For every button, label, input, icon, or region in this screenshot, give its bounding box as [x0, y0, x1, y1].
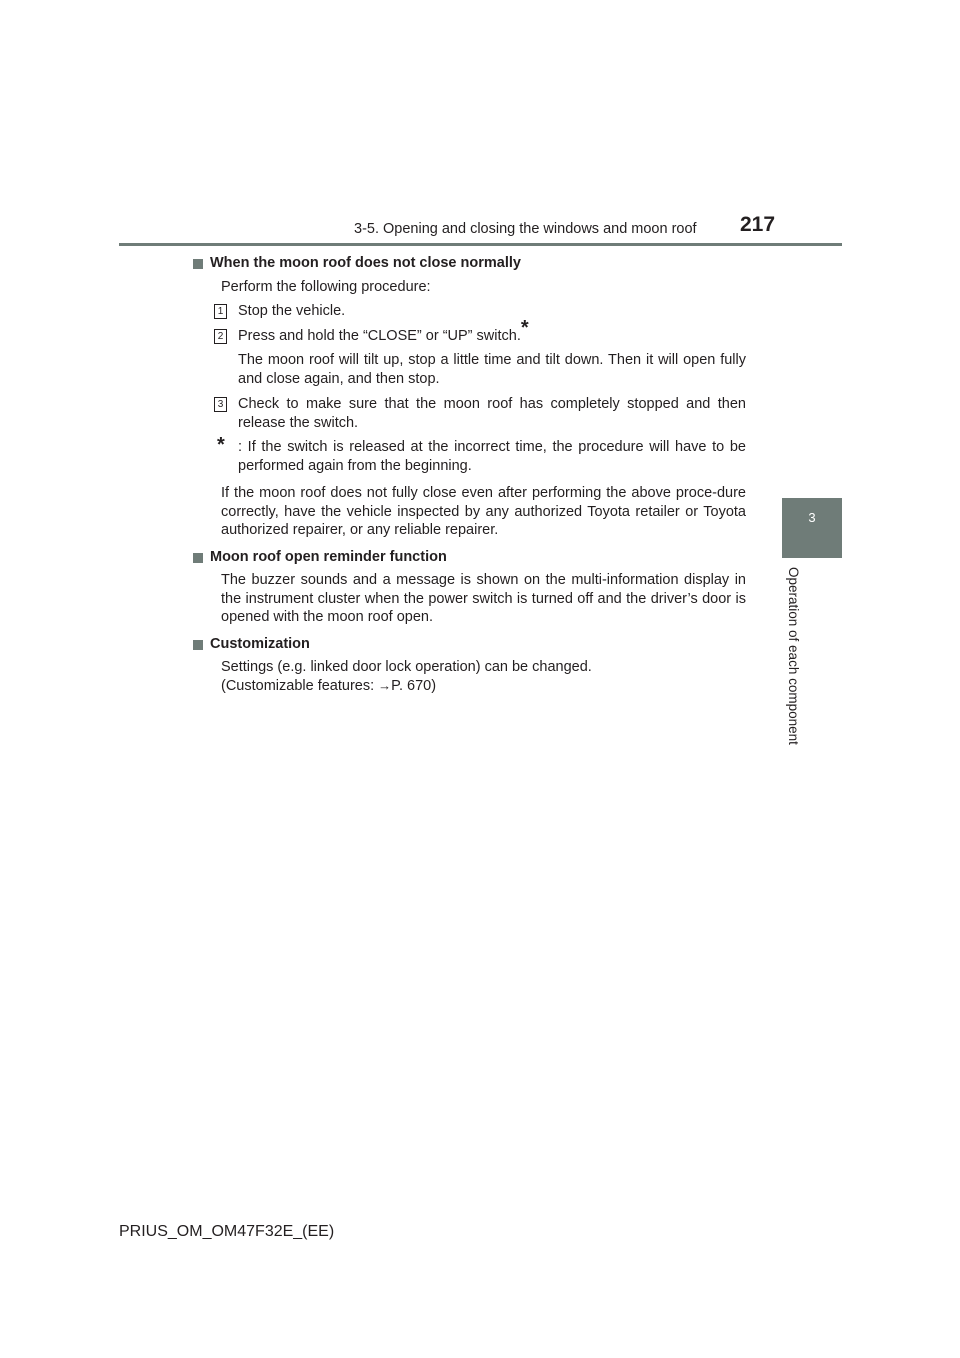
arrow-right-icon: →	[378, 677, 392, 693]
step-2	[217, 316, 746, 346]
intro-text: Perform the following procedure:	[221, 278, 431, 295]
main-content	[210, 254, 746, 695]
chapter-tab	[782, 498, 842, 558]
square-bullet-icon	[193, 259, 203, 269]
cross-reference	[221, 677, 746, 696]
footnote	[217, 434, 746, 475]
square-bullet-icon	[193, 553, 203, 563]
section-heading	[210, 254, 746, 273]
section-note: If the moon roof does not fully close even after performing the above proce-dure correctly, have the vehicle inspected by any authorized Toyota retailer or Toyota authorized repairer, or any reliable repairer.	[221, 485, 746, 538]
header-section-title: 3-5. Opening and closing the windows and moon roof	[354, 221, 697, 237]
page-number: 217	[740, 213, 776, 236]
chapter-title: Operation of each component	[786, 567, 801, 745]
footnote-mark: *	[217, 434, 225, 456]
reference-page-link[interactable]: P. 670)	[391, 677, 437, 694]
reference-prefix: (Customizable features:	[221, 677, 379, 694]
step-3	[217, 395, 746, 432]
square-bullet-icon	[193, 640, 203, 650]
header-divider	[119, 243, 842, 246]
section-heading	[210, 635, 746, 654]
document-id: PRIUS_OM_OM47F32E_(EE)	[119, 1223, 335, 1240]
step-text: Press and hold the “CLOSE” or “UP” switch.	[238, 327, 521, 344]
heading-text: When the moon roof does not close normally	[210, 255, 521, 271]
step-number-badge: 1	[214, 304, 227, 319]
heading-text: Moon roof open reminder function	[210, 548, 447, 565]
section-body: The buzzer sounds and a message is shown on the multi-information display in the instrument cluster when the power switch is turned off and the driver’s door is opened with the moon roof open.	[221, 572, 746, 625]
footnote-text: : If the switch is released at the incorrect time, the procedure will have to be performed again from the beginning.	[238, 439, 746, 474]
section-heading	[210, 548, 746, 567]
step-text: Stop the vehicle.	[238, 303, 346, 319]
footnote-reference: *	[520, 316, 529, 339]
heading-text: Customization	[210, 635, 310, 652]
step-detail: The moon roof will tilt up, stop a little time and tilt down. Then it will open fully and close again, and then stop.	[238, 352, 746, 387]
step-number-badge: 3	[214, 397, 227, 412]
section-body: Settings (e.g. linked door lock operation) can be changed.	[221, 659, 592, 675]
step-text: Check to make sure that the moon roof has completely stopped and then release the switch.	[238, 396, 746, 431]
step-1	[217, 302, 746, 321]
step-number-badge: 2	[214, 329, 227, 344]
chapter-number: 3	[808, 510, 816, 525]
